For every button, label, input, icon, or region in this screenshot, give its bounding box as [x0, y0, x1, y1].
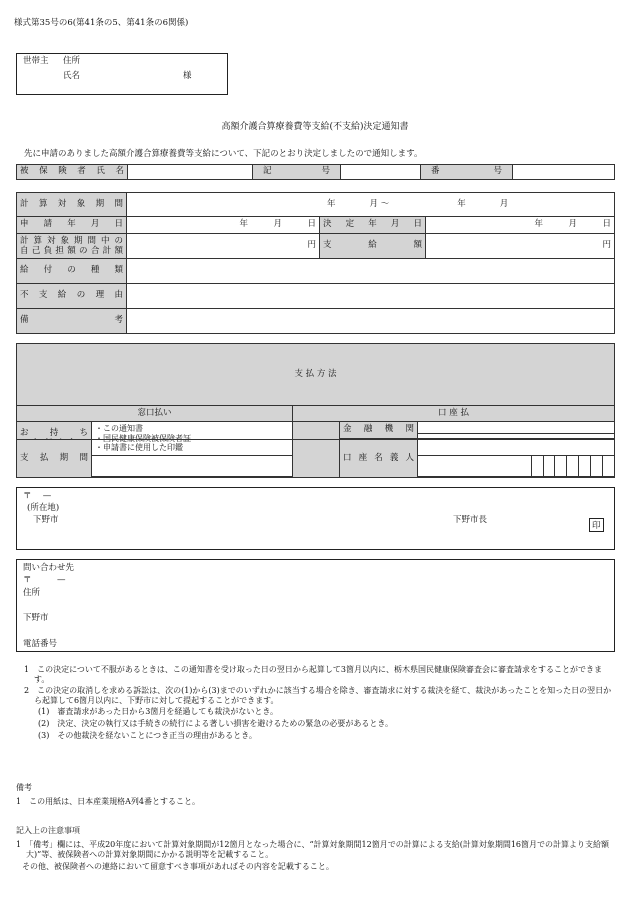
- payment-period-label: 支 払 期 間: [17, 440, 92, 478]
- mayor-title: 下野市長: [453, 515, 488, 525]
- bank-value[interactable]: [418, 422, 615, 439]
- non-payment-reason-label: 不 支 給 の 理 由: [17, 284, 127, 309]
- bring-item: ・国民健康保険被保険者証: [95, 433, 191, 443]
- issuer-postal: 〒 —: [23, 491, 52, 501]
- remarks-value[interactable]: [127, 309, 615, 334]
- contact-box: [16, 559, 615, 652]
- seal-mark: [589, 513, 604, 532]
- issuer-box: [16, 487, 615, 550]
- decision-table: [16, 192, 615, 334]
- honorific: 様: [183, 71, 192, 81]
- page-title: 高額介護合算療養費等支給(不支給)決定通知書: [221, 122, 409, 132]
- decision-date-value[interactable]: 年 月 日: [426, 217, 615, 234]
- household-head-label: 世帯主: [23, 56, 49, 66]
- instructions: [16, 840, 614, 872]
- address-label: 住所: [63, 56, 81, 66]
- application-date-value[interactable]: 年 月 日: [127, 217, 320, 234]
- payment-amount-value[interactable]: 円: [426, 234, 615, 259]
- instruction-2: その他、被保険者への連絡において留意すべき事項があればその内容を記載すること。: [22, 862, 334, 871]
- contact-postal: 〒 —: [23, 575, 66, 585]
- insured-name-label: 被 保 険 者 氏 名: [17, 165, 128, 180]
- addressee-box: [16, 53, 228, 95]
- insured-name-value[interactable]: [128, 165, 253, 180]
- total-label-line1: 計算対象期間中の: [20, 235, 123, 246]
- contact-city: 下野市: [23, 613, 49, 623]
- total-self-pay-label: [17, 234, 127, 259]
- issuer-city: 下野市: [33, 515, 59, 525]
- number-label: 番 号: [421, 165, 513, 180]
- name-label: 氏名: [63, 71, 81, 81]
- benefit-type-label: 給 付 の 種 類: [17, 259, 127, 284]
- contact-heading: 問い合わせ先: [23, 563, 75, 573]
- bring-item: ・申請書に使用した印鑑: [95, 443, 183, 453]
- remarks-heading: 備考: [16, 783, 32, 792]
- symbol-value[interactable]: [341, 165, 421, 180]
- account-payment-header: 口 座 払: [293, 406, 615, 422]
- issuer-location-label: (所在地): [27, 503, 60, 513]
- remarks-item-1: 1 この用紙は、日本産業規格A列4番とすること。: [16, 797, 200, 806]
- symbol-label: 記 号: [253, 165, 341, 180]
- insured-table: [16, 164, 615, 180]
- instructions-heading: 記入上の注意事項: [16, 826, 80, 835]
- notice-2-3: (3) その他裁決を経ないことにつき正当の理由があるとき。: [38, 731, 257, 740]
- decision-date-label: 決 定 年 月 日: [320, 217, 426, 234]
- payment-amount-label: 支 給 額: [320, 234, 426, 259]
- non-payment-reason-value[interactable]: [127, 284, 615, 309]
- notice-2-2: (2) 決定、決定の執行又は手続きの続行による著しい損害を避けるための緊急の必要があるとき。: [38, 719, 394, 728]
- account-holder-label: 口 座 名 義 人: [340, 440, 418, 478]
- application-date-label: 申 請 年 月 日: [17, 217, 127, 234]
- instruction-1: 1 「備考」欄には、平成20年度において計算対象期間が12箇月となった場合に、“計算対象期間12箇月での計算による支給(計算対象期間16箇月での計算より支給額大)”等、被保険者への計算対象期間にかかる説明等を記載すること。: [16, 840, 610, 859]
- payment-period-value[interactable]: [92, 440, 293, 478]
- notice-1: 1 この決定について不服があるときは、この通知書を受け取った日の翌日から起算して3箇月以内に、栃木県国民健康保険審査会に審査請求をすることができます。: [24, 665, 603, 684]
- counter-payment-header: 窓口払い: [17, 406, 293, 422]
- intro-text: 先に申請のありました高額介護合算療養費等支給について、下記のとおり決定しましたので通知します。: [24, 149, 423, 159]
- notices: [16, 665, 614, 741]
- remarks-label: 備 考: [17, 309, 127, 334]
- contact-address-label: 住所: [23, 588, 41, 598]
- account-holder-value[interactable]: [418, 440, 615, 478]
- seal-text: 印: [589, 518, 604, 532]
- bring-label-line1: お 持 ち: [20, 427, 88, 438]
- transfer-spacer: [293, 440, 340, 478]
- period-value[interactable]: 年 月 ～ 年 月: [127, 193, 615, 217]
- number-value[interactable]: [513, 165, 615, 180]
- total-self-pay-value[interactable]: 円: [127, 234, 320, 259]
- payment-method-header: 支 払 方 法: [17, 344, 615, 406]
- total-label-line2: 自己負担額の合計額: [20, 246, 123, 256]
- payment-period-table: [16, 439, 615, 478]
- contact-phone-label: 電話番号: [23, 639, 58, 649]
- bring-item: ・この通知書: [95, 424, 143, 434]
- form-number: 様式第35号の6(第41条の5、第41条の6関係): [14, 18, 189, 28]
- period-label: 計 算 対 象 期 間: [17, 193, 127, 217]
- bank-label: 金 融 機 関: [340, 422, 418, 439]
- benefit-type-value[interactable]: [127, 259, 615, 284]
- notice-2: 2 この決定の取消しを求める訴訟は、次の(1)から(3)までのいずれかに該当する場合を除き、審査請求に対する裁決を経て、裁決があったことを知った日の翌日から起算して6箇月以内に、下野市に対して提起することができます。: [24, 686, 612, 705]
- notice-2-1: (1) 審査請求があった日から3箇月を経過しても裁決がないとき。: [38, 707, 279, 716]
